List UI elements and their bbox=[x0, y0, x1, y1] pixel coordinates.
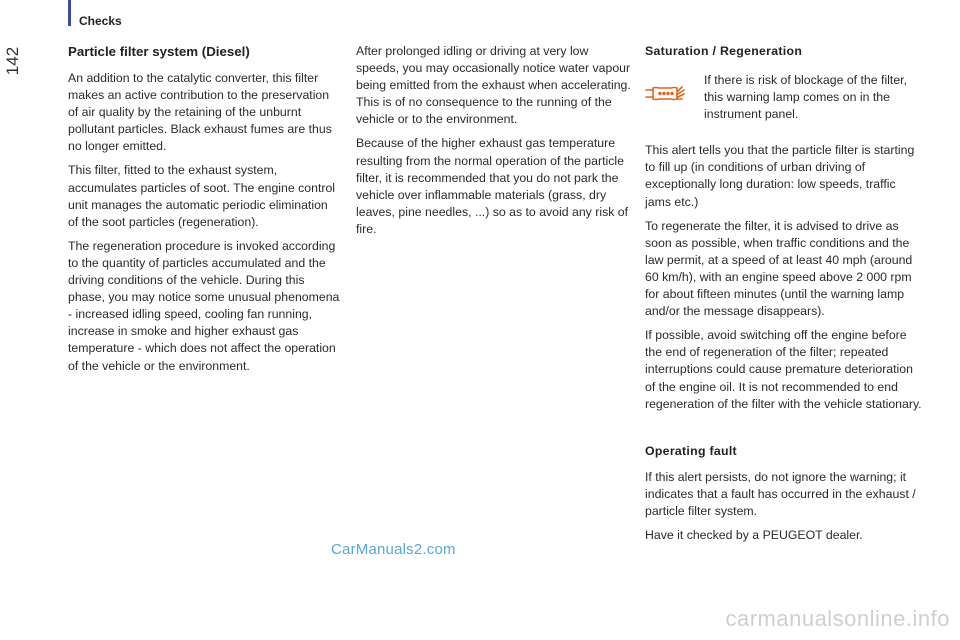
paragraph: Because of the higher exhaust gas temperature resulting from the normal operation of the particle filter, it is recommended that you do not park the vehicle over inflammable materials (grass, dry leaves, pine needles, ...) so as to avoid any risk of fire. bbox=[356, 136, 629, 236]
paragraph: This filter, fitted to the exhaust system, accumulates particles of soot. The engine control unit manages the automatic periodic elimination of the soot particles (regeneration). bbox=[68, 163, 336, 229]
column-middle bbox=[356, 43, 632, 245]
section-label: Checks bbox=[79, 14, 122, 28]
article-heading: Particle filter system (Diesel) bbox=[68, 44, 250, 59]
page-number bbox=[0, 44, 26, 78]
paragraph: An addition to the catalytic converter, this filter makes an active contribution to the preservation of air quality by the retaining of the unburnt pollutant particles. Black exhaust fumes are thus no longer emitted. bbox=[68, 71, 332, 154]
paragraph: This alert tells you that the particle filter is starting to fill up (in conditions of urban driving of exceptionally long duration: low speeds, traffic jams etc.) bbox=[645, 143, 915, 209]
operating-fault-heading: Operating fault bbox=[645, 443, 737, 458]
paragraph: If this alert persists, do not ignore the warning; it indicates that a fault has occurred in the exhaust / particle filter system. bbox=[645, 469, 916, 518]
paragraph: To regenerate the filter, it is advised to drive as soon as possible, when traffic conditions and the law permit, at a speed of at least 40 mph (around 60 km/h), with an engine speed above 2 000 rpm for about fifteen minutes (until the warning lamp and/or the message disappears). bbox=[645, 218, 913, 319]
page-number-text: 142 bbox=[3, 46, 22, 76]
section-marker-bar bbox=[68, 0, 71, 26]
watermark-link[interactable]: CarManuals2.com bbox=[331, 541, 456, 558]
paragraph: After prolonged idling or driving at very low speeds, you may occasionally notice water vapour being emitted from the exhaust when accelerating. This is of no consequence to the running of the vehicle or to the environment. bbox=[356, 44, 631, 127]
watermark-footer: carmanualsonline.info bbox=[725, 606, 950, 631]
saturation-heading: Saturation / Regeneration bbox=[645, 44, 803, 58]
paragraph: Have it checked by a PEUGEOT dealer. bbox=[645, 527, 863, 542]
column-right bbox=[645, 43, 925, 551]
paragraph: The regeneration procedure is invoked according to the quantity of particles accumulated and the driving conditions of the vehicle. During this phase, you may notice some unusual phenomena - increased idling speed, cooling fan running, increase in smoke and higher exhaust gas temperature - which does not affect the operation of the vehicle or the environment. bbox=[68, 238, 340, 373]
particle-filter-warning-icon bbox=[645, 85, 687, 103]
column-left bbox=[68, 43, 340, 382]
paragraph: If possible, avoid switching off the engine before the end of regeneration of the filter; repeated interruptions could cause premature deterioration of the engine oil. It is not recommended to end regeneration of the filter with the vehicle stationary. bbox=[645, 328, 922, 411]
warning-lamp-block bbox=[645, 72, 925, 123]
warning-lamp-text: If there is risk of blockage of the filter, this warning lamp comes on in the instrument panel. bbox=[704, 73, 907, 122]
